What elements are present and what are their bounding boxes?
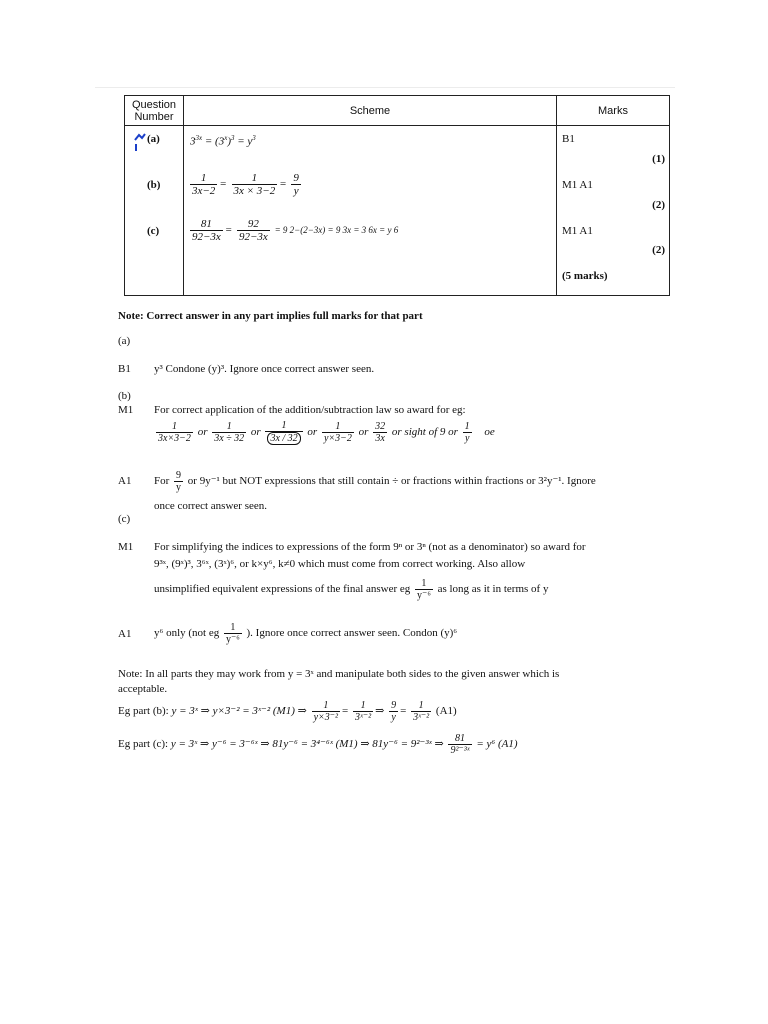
part-a-section-label: (a)	[118, 335, 131, 347]
total-marks: (5 marks)	[562, 270, 608, 282]
part-b-label: (b)	[147, 179, 161, 191]
marks-cell	[557, 126, 670, 296]
part-b-a1-guidance-cont: once correct answer seen.	[154, 500, 267, 512]
part-a-guidance: y³ Condone (y)³. Ignore once correct answer seen.	[154, 363, 375, 375]
marks-c: M1 A1	[562, 225, 593, 237]
part-c-m1-guidance-3: unsimplified equivalent expressions of the final answer eg $\frac{1}{\text{y⁻⁶}}$ as long as it in terms of y	[154, 578, 549, 601]
subtotal-c: (2)	[652, 244, 665, 256]
part-b-a1-code: A1	[118, 475, 132, 487]
part-c-section-label: (c)	[118, 513, 131, 525]
eg-part-b: Eg part (b): y = 3ˣ ⇒ y×3⁻² = 3ˣ⁻² (M1) ⇒ $\frac{1}{\text{y×3⁻²}}$ = $\frac{1}{\text{3ˣ⁻²}}$ ⇒ $\frac{9}{y}$ = $\frac{1}{\text{3ˣ⁻²}}$ (A1)	[118, 700, 457, 723]
part-b-m1-code: M1	[118, 404, 134, 416]
part-b-a1-guidance: For $\frac{9}{y}$ or 9y⁻¹ but NOT expressions that still contain ÷ or fractions within fractions or 3²y⁻¹. Ignore	[154, 470, 596, 493]
part-a-label: (a)	[147, 133, 160, 145]
header-marks: Marks	[557, 96, 670, 126]
scheme-b: $\frac{1}{3x-2}$ = $\frac{1}{3x \times 3-2}$ = $\frac{9}{y}$	[192, 172, 299, 197]
handwritten-tick-icon	[133, 132, 147, 152]
question-number-cell	[125, 126, 184, 296]
part-c-m1-guidance-2: 9³ˣ, (9ˣ)³, 3⁶ˣ, (3ˣ)⁶, or k×y⁶, k≠0 which must come from correct working. Also allow	[154, 558, 526, 570]
part-c-label: (c)	[147, 225, 160, 237]
part-b-m1-examples: $\frac{1}{3x\times 3-2}$ or $\frac{1}{3x \div 32}$ or $\frac{1}{3x / 32}$ or $\frac{1}{y\times 3-2}$ or $\frac{32}{3x}$ or sight of 9 or $\frac{1}{y}$ oe	[158, 420, 495, 444]
scheme-a: $3^{3x} = (3^x)^3 = y^3$	[190, 134, 256, 148]
part-b-section-label: (b)	[118, 390, 131, 402]
marks-b: M1 A1	[562, 179, 593, 191]
header-question-number: Question Number	[125, 96, 184, 126]
part-c-a1-guidance: y⁶ only (not eg $\frac{1}{\text{y⁻⁶}}$ ). Ignore once correct answer seen. Condon (y)⁶	[154, 622, 458, 645]
eg-part-c: Eg part (c): y = 3ˣ ⇒ y⁻⁶ = 3⁻⁶ˣ ⇒ 81y⁻⁶ = 3⁴⁻⁶ˣ (M1) ⇒ 81y⁻⁶ = 9²⁻³ˣ ⇒ $\frac{81}{\text{9²⁻³ˣ}}$ = y⁶ (A1)	[118, 733, 518, 756]
part-b-m1-guidance: For correct application of the addition/subtraction law so award for eg:	[154, 404, 466, 416]
notes-heading: Note: Correct answer in any part implies full marks for that part	[118, 310, 423, 322]
marks-a: B1	[562, 133, 575, 145]
part-c-m1-code: M1	[118, 541, 134, 553]
part-c-m1-guidance: For simplifying the indices to expressions of the form 9ⁿ or 3ⁿ (not as a denominator) so award for	[154, 541, 586, 553]
final-note: Note: In all parts they may work from y = 3ˣ and manipulate both sides to the given answer which is	[118, 668, 560, 680]
scheme-c: $\frac{81}{92-3x}$ = $\frac{92}{92-3x}$ = 9 2−(2−3x) = 9 3x = 3 6x = y 6	[192, 218, 399, 243]
header-scheme: Scheme	[184, 96, 557, 126]
page-top-rule	[95, 87, 675, 88]
subtotal-b: (2)	[652, 199, 665, 211]
part-c-a1-code: A1	[118, 628, 132, 640]
part-a-mark-code: B1	[118, 363, 131, 375]
mark-scheme-table	[124, 95, 670, 296]
final-note-cont: acceptable.	[118, 683, 168, 695]
scheme-cell	[184, 126, 557, 296]
subtotal-a: (1)	[652, 153, 665, 165]
